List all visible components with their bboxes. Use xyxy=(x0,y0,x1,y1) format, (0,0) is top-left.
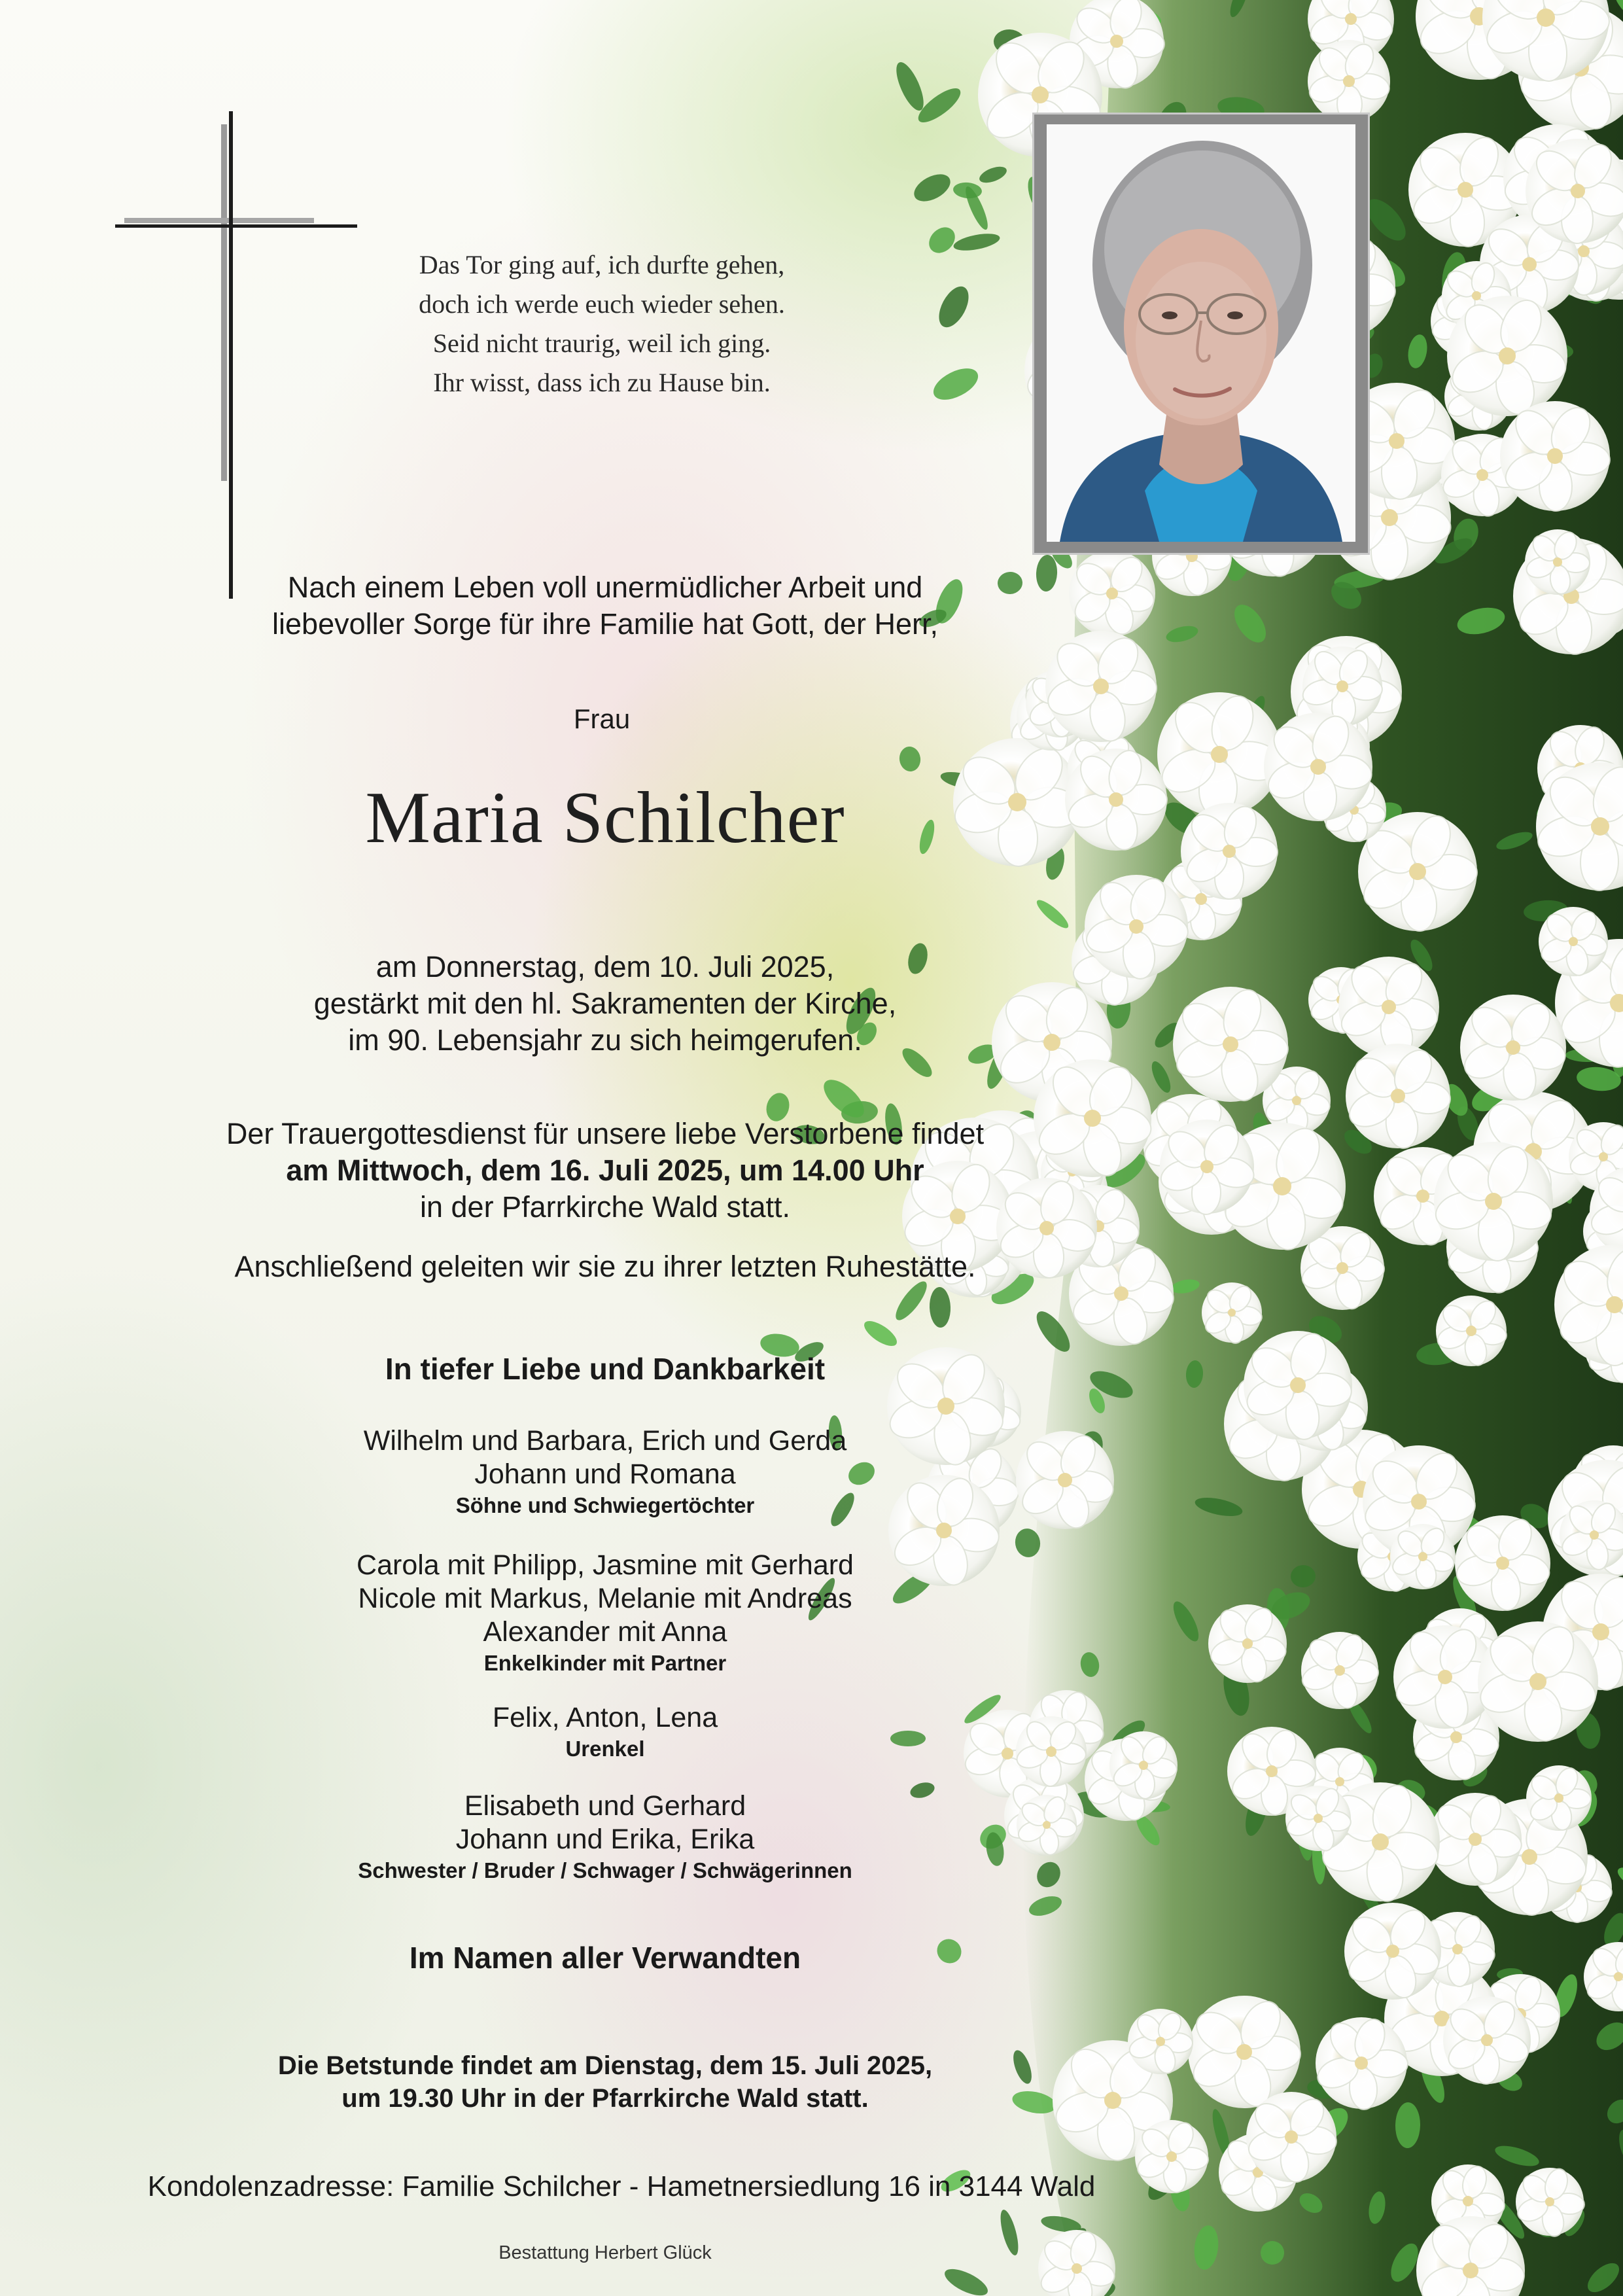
poem-line: doch ich werde euch wieder sehen. xyxy=(419,289,785,319)
mourner-names: Johann und Romana xyxy=(474,1458,736,1490)
portrait-photo xyxy=(1047,124,1355,542)
leaf xyxy=(860,1316,901,1351)
mourner-relation: Enkelkinder mit Partner xyxy=(483,1651,727,1675)
leaf xyxy=(929,1286,951,1328)
death-line: im 90. Lebensjahr zu sich heimgerufen. xyxy=(348,1023,862,1057)
service-line: Der Trauergottesdienst für unsere liebe Verstorbene findet xyxy=(226,1117,985,1150)
prayer-line: um 19.30 Uhr in der Pfarrkirche Wald statt. xyxy=(341,2084,869,2113)
leaf xyxy=(933,282,975,332)
mourner-names: Nicole mit Markus, Melanie mit Andreas xyxy=(358,1583,852,1614)
mourner-group xyxy=(229,1424,981,1520)
cross-icon xyxy=(229,111,233,599)
poem-line: Das Tor ging auf, ich durfte gehen, xyxy=(419,250,785,279)
prayer-line: Die Betstunde findet am Dienstag, dem 15. Juli 2025, xyxy=(277,2051,933,2080)
mourner-names: Alexander mit Anna xyxy=(483,1616,727,1648)
mourner-names: Felix, Anton, Lena xyxy=(492,1702,718,1733)
poem-line: Seid nicht traurig, weil ich ging. xyxy=(432,328,771,358)
leaf xyxy=(910,169,955,207)
mourner-names: Johann und Erika, Erika xyxy=(455,1824,755,1855)
leaf xyxy=(898,745,922,773)
prayer-service xyxy=(196,2049,1014,2115)
leaf xyxy=(977,164,1009,186)
mourner-relation: Söhne und Schwiegertöchter xyxy=(455,1493,755,1517)
service-date: am Mittwoch, dem 16. Juli 2025, um 14.00 Uhr xyxy=(286,1154,924,1187)
leaf xyxy=(928,362,983,406)
leaf xyxy=(997,2208,1022,2257)
cross-crossbar xyxy=(115,224,357,228)
burial-note: Anschließend geleiten wir sie zu ihrer letzten Ruhestätte. xyxy=(234,1250,976,1283)
death-line: gestärkt mit den hl. Sakramenten der Kirche, xyxy=(313,987,897,1020)
on-behalf-line: Im Namen aller Verwandten xyxy=(409,1941,801,1975)
leaf xyxy=(924,222,960,258)
mourner-relation: Schwester / Bruder / Schwager / Schwägerinnen xyxy=(358,1858,852,1882)
death-notice xyxy=(131,949,1079,1059)
mourner-names: Wilhelm und Barbara, Erich und Gerda xyxy=(363,1425,847,1457)
cross-shadow-vertical xyxy=(221,124,227,481)
death-line: am Donnerstag, dem 10. Juli 2025, xyxy=(375,950,835,983)
intro-text xyxy=(164,569,1047,643)
mourner-group xyxy=(229,1790,981,1885)
deceased-name: Maria Schilcher xyxy=(365,777,845,858)
leaf xyxy=(941,2264,992,2296)
mourner-names: Elisabeth und Gerhard xyxy=(464,1790,746,1822)
service-location: in der Pfarrkirche Wald statt. xyxy=(419,1190,790,1224)
cross-shadow-horizontal xyxy=(124,218,314,223)
mourner-group xyxy=(229,1701,981,1763)
mourner-names: Carola mit Philipp, Jasmine mit Gerhard xyxy=(357,1549,854,1581)
intro-line: liebevoller Sorge für ihre Familie hat Gott, der Herr, xyxy=(272,607,938,641)
leaf xyxy=(952,230,1002,253)
leaf xyxy=(891,59,929,114)
leaf xyxy=(1034,896,1072,932)
salutation: Frau xyxy=(573,703,631,734)
undertaker: Bestattung Herbert Glück xyxy=(498,2242,712,2263)
love-heading: In tiefer Liebe und Dankbarkeit xyxy=(385,1352,826,1386)
mourner-group xyxy=(229,1549,981,1678)
funeral-service xyxy=(131,1116,1079,1226)
poem xyxy=(340,245,864,402)
mourner-relation: Urenkel xyxy=(565,1737,645,1761)
portrait-frame xyxy=(1032,113,1370,555)
portrait-image xyxy=(1047,124,1355,542)
poem-line: Ihr wisst, dass ich zu Hause bin. xyxy=(433,368,771,397)
intro-line: Nach einem Leben voll unermüdlicher Arbeit und xyxy=(287,571,923,604)
condolence-address: Kondolenzadresse: Familie Schilcher - Hametnersiedlung 16 in 3144 Wald xyxy=(147,2170,1096,2202)
